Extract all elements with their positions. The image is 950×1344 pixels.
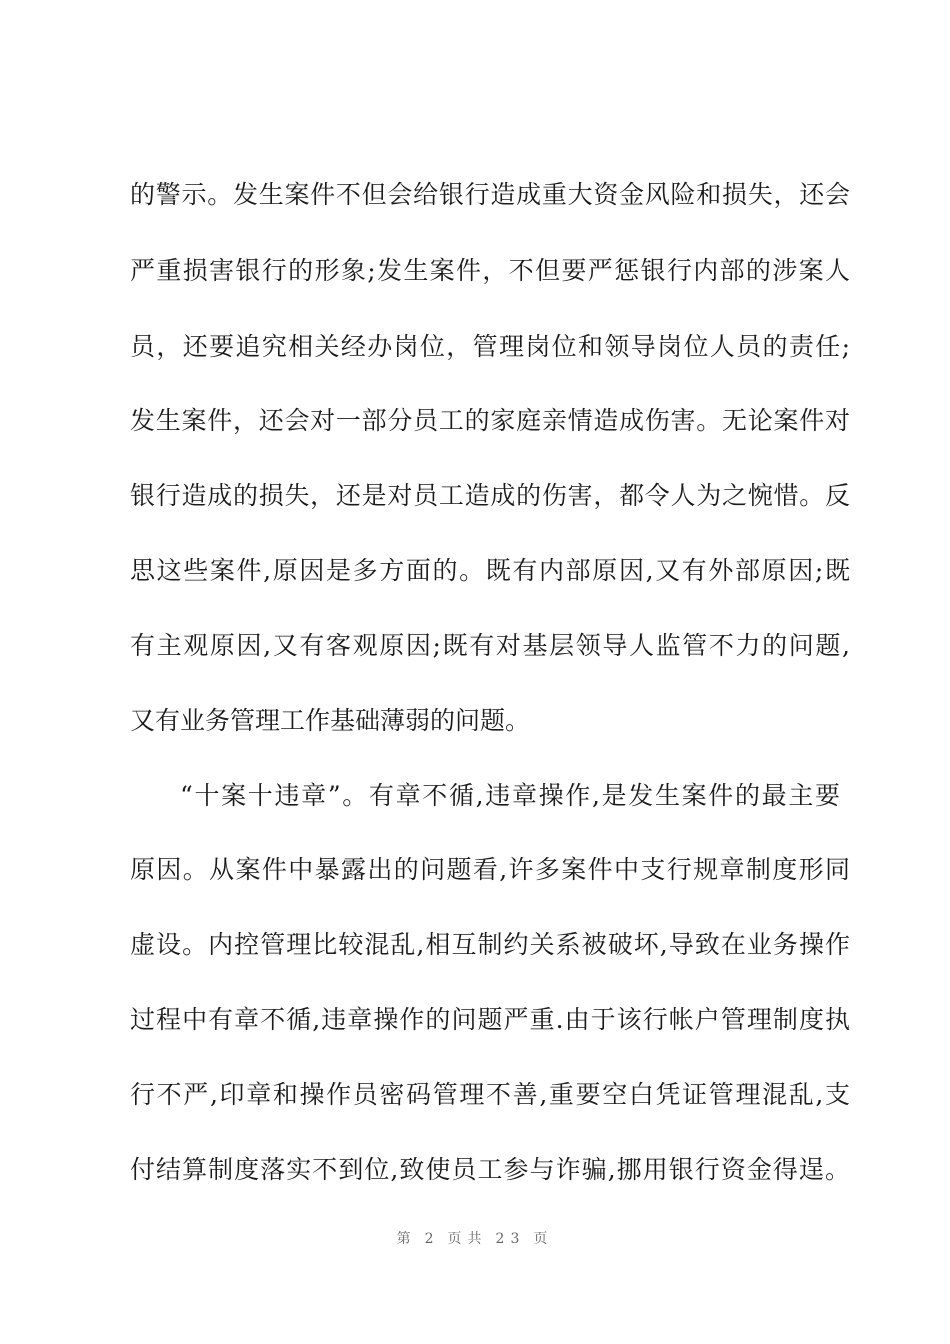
- text-line: 有主观原因,又有客观原因;既有对基层领导人监管不力的问题,: [130, 631, 850, 660]
- text-line: 付结算制度落实不到位,致使员工参与诈骗,挪用银行资金得逞。: [130, 1155, 850, 1184]
- text-line: 的警示。发生案件不但会给银行造成重大资金风险和损失，还会: [130, 180, 850, 209]
- text-line: 员，还要追究相关经办岗位，管理岗位和领导岗位人员的责任;: [130, 332, 850, 361]
- text-line: 银行造成的损失，还是对员工造成的伤害，都令人为之惋惜。反: [130, 481, 850, 510]
- text-line: 行不严,印章和操作员密码管理不善,重要空白凭证管理混乱,支: [130, 1080, 850, 1109]
- text-line: 严重损害银行的形象;发生案件，不但要严惩银行内部的涉案人: [130, 256, 850, 285]
- text-line: 虚设。内控管理比较混乱,相互制约关系被破坏,导致在业务操作: [130, 930, 850, 959]
- page-footer: [0, 1228, 950, 1248]
- text-line: 发生案件，还会对一部分员工的家庭亲情造成伤害。无论案件对: [130, 406, 850, 435]
- text-line: “十案十违章”。有章不循,违章操作,是发生案件的最主要: [180, 781, 840, 810]
- text-line: 过程中有章不循,违章操作的问题严重.由于该行帐户管理制度执: [130, 1005, 850, 1034]
- text-line: 又有业务管理工作基础薄弱的问题。: [130, 706, 531, 735]
- text-line: 思这些案件,原因是多方面的。既有内部原因,又有外部原因;既: [130, 556, 850, 585]
- footer-page-number: 2: [424, 1231, 440, 1247]
- footer-total-pages: 23: [495, 1231, 526, 1247]
- footer-suffix: 页: [533, 1231, 554, 1247]
- text-line: 原因。从案件中暴露出的问题看,许多案件中支行规章制度形同: [130, 855, 850, 884]
- footer-middle: 页共: [447, 1231, 488, 1247]
- footer-prefix: 第: [396, 1231, 417, 1247]
